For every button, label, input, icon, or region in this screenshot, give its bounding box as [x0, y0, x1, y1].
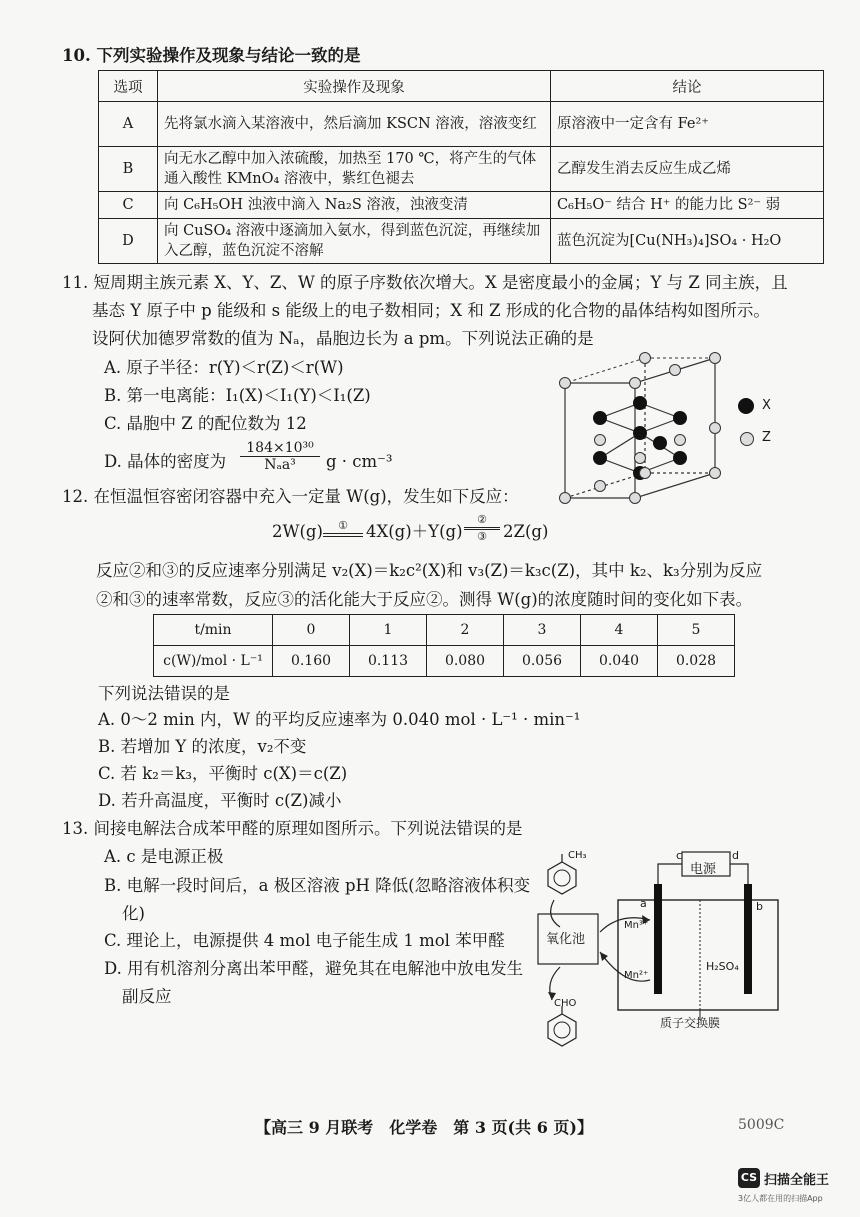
- table-row: [99, 192, 824, 219]
- q13-option-a: A. c 是电源正极: [104, 847, 224, 866]
- electrode-a: a: [640, 897, 647, 910]
- table-cell: 2: [427, 615, 504, 646]
- q11-option-c: C. 晶胞中 Z 的配位数为 12: [104, 414, 307, 433]
- q13-option-d-line1: D. 用有机溶剂分离出苯甲醛，避免其在电解池中放电发生: [104, 959, 524, 978]
- fraction-numerator: 184×10³⁰: [240, 440, 320, 457]
- equation-arrow-2: [464, 513, 500, 543]
- table-cell: 0.040: [581, 646, 658, 677]
- q10-table: [98, 70, 824, 264]
- q12-option-c: C. 若 k₂＝k₃，平衡时 c(X)＝c(Z): [98, 764, 348, 783]
- operation-cell: 向 CuSO₄ 溶液中逐滴加入氨水，得到蓝色沉淀，再继续加入乙醇，蓝色沉淀不溶解: [158, 219, 551, 264]
- q11-option-a: A. 原子半径：r(Y)＜r(Z)＜r(W): [104, 358, 344, 377]
- option-letter: B: [99, 147, 158, 192]
- option-letter: C: [99, 192, 158, 219]
- page-footer: 【高三 9 月联考 化学卷 第 3 页(共 6 页)】: [255, 1118, 593, 1137]
- crystal-cell-figure: [555, 348, 730, 508]
- operation-cell: 先将氯水滴入某溶液中，然后滴加 KSCN 溶液，溶液变红: [158, 102, 551, 147]
- arrow-condition-1: ①: [338, 519, 348, 532]
- table-cell: 0.056: [504, 646, 581, 677]
- table-cell: 0: [273, 615, 350, 646]
- equation-right: 2Z(g): [503, 522, 549, 541]
- table-row: [99, 219, 824, 264]
- table-row: [154, 646, 735, 677]
- option-letter: A: [99, 102, 158, 147]
- equation-arrow-1: [323, 519, 363, 537]
- scanner-tagline: 3亿人都在用的扫描App: [738, 1194, 823, 1203]
- density-unit: g · cm⁻³: [326, 452, 393, 471]
- conclusion-cell: 蓝色沉淀为[Cu(NH₃)₄]SO₄ · H₂O: [551, 219, 824, 264]
- electrode-b: b: [756, 900, 763, 913]
- q12-line1: 12. 在恒温恒容密闭容器中充入一定量 W(g)，发生如下反应：: [62, 487, 519, 506]
- table-row: [99, 147, 824, 192]
- scanner-logo-icon: CS: [738, 1168, 760, 1188]
- x-atoms: [593, 396, 687, 480]
- table-cell: 0.028: [658, 646, 735, 677]
- h2so4-label: H₂SO₄: [706, 960, 739, 973]
- equation-middle: 4X(g)＋Y(g): [366, 522, 463, 541]
- operation-cell: 向无水乙醇中加入浓硫酸，加热至 170 ℃，将产生的气体通入酸性 KMnO₄ 溶液中，紫红色褪去: [158, 147, 551, 192]
- table-row: [154, 615, 735, 646]
- legend-z-label: Z: [762, 430, 771, 445]
- row-label: c(W)/mol · L⁻¹: [154, 646, 273, 677]
- row-label: t/min: [154, 615, 273, 646]
- option-letter: D: [99, 219, 158, 264]
- q10-title: 10. 下列实验操作及现象与结论一致的是: [62, 46, 361, 65]
- scanner-app-name: 扫描全能王: [764, 1173, 830, 1188]
- table-cell: 1: [350, 615, 427, 646]
- table-header: 结论: [551, 71, 824, 102]
- table-cell: 5: [658, 615, 735, 646]
- q13-option-d-line2: 副反应: [122, 987, 172, 1006]
- conclusion-cell: 原溶液中一定含有 Fe²⁺: [551, 102, 824, 147]
- density-fraction: [240, 440, 320, 473]
- paper-code: 5009C: [738, 1117, 785, 1133]
- table-header: 实验操作及现象: [158, 71, 551, 102]
- table-row: [99, 102, 824, 147]
- table-cell: 0.113: [350, 646, 427, 677]
- benzaldehyde-cho: CHO: [554, 998, 577, 1009]
- q12-option-b: B. 若增加 Y 的浓度，v₂不变: [98, 737, 307, 756]
- q13-line1: 13. 间接电解法合成苯甲醛的原理如图所示。下列说法错误的是: [62, 819, 523, 838]
- toluene-ch3: CH₃: [568, 850, 587, 861]
- conclusion-cell: 乙醇发生消去反应生成乙烯: [551, 147, 824, 192]
- legend-x-label: X: [762, 398, 771, 413]
- mn2-label: Mn²⁺: [624, 970, 649, 981]
- equation-left: 2W(g): [272, 522, 323, 541]
- mn3-label: Mn³⁺: [624, 920, 649, 931]
- membrane-label: 质子交换膜: [660, 1016, 721, 1030]
- legend-x-marker: [738, 398, 754, 414]
- terminal-c: c: [676, 849, 683, 862]
- oxidation-pool-label: 氧化池: [546, 932, 586, 947]
- operation-cell: 向 C₆H₅OH 浊液中滴入 Na₂S 溶液，浊液变清: [158, 192, 551, 219]
- table-header: 选项: [99, 71, 158, 102]
- legend-z-marker: [740, 432, 754, 446]
- q11-option-d-prefix: D. 晶体的密度为: [104, 452, 227, 471]
- q11-line1: 11. 短周期主族元素 X、Y、Z、W 的原子序数依次增大。X 是密度最小的金属；Y 与 Z 同主族，且: [62, 273, 788, 292]
- q12-option-d: D. 若升高温度，平衡时 c(Z)减小: [98, 791, 342, 810]
- table-cell: 0.160: [273, 646, 350, 677]
- table-cell: 3: [504, 615, 581, 646]
- q12-line3: ②和③的速率常数，反应③的活化能大于反应②。测得 W(g)的浓度随时间的变化如下表。: [96, 590, 753, 609]
- q11-option-b: B. 第一电离能：I₁(X)＜I₁(Y)＜I₁(Z): [104, 386, 371, 405]
- arrow-condition-2: ②: [477, 513, 487, 526]
- arrow-condition-3: ③: [477, 530, 487, 543]
- q13-option-c: C. 理论上，电源提供 4 mol 电子能生成 1 mol 苯甲醛: [104, 931, 505, 950]
- power-source-label: 电源: [690, 862, 717, 877]
- q12-stem: 下列说法错误的是: [98, 684, 230, 703]
- q12-option-a: A. 0～2 min 内，W 的平均反应速率为 0.040 mol · L⁻¹ · min⁻¹: [98, 710, 581, 729]
- q13-option-b-line1: B. 电解一段时间后，a 极区溶液 pH 降低(忽略溶液体积变: [104, 876, 531, 895]
- fraction-denominator: Nₐa³: [264, 457, 296, 473]
- table-cell: 0.080: [427, 646, 504, 677]
- q12-table: [153, 614, 735, 677]
- table-cell: 4: [581, 615, 658, 646]
- q11-line3: 设阿伏加德罗常数的值为 Nₐ，晶胞边长为 a pm。下列说法正确的是: [92, 329, 594, 348]
- terminal-d: d: [732, 849, 739, 862]
- q13-option-b-line2: 化): [122, 904, 145, 923]
- q11-line2: 基态 Y 原子中 p 能级和 s 能级上的电子数相同；X 和 Z 形成的化合物的晶体结构如图所示。: [92, 301, 770, 320]
- conclusion-cell: C₆H₅O⁻ 结合 H⁺ 的能力比 S²⁻ 弱: [551, 192, 824, 219]
- table-header-row: [99, 71, 824, 102]
- q12-line2: 反应②和③的反应速率分别满足 v₂(X)＝k₂c²(X)和 v₃(Z)＝k₃c(Z)，其中 k₂、k₃分别为反应: [96, 561, 763, 580]
